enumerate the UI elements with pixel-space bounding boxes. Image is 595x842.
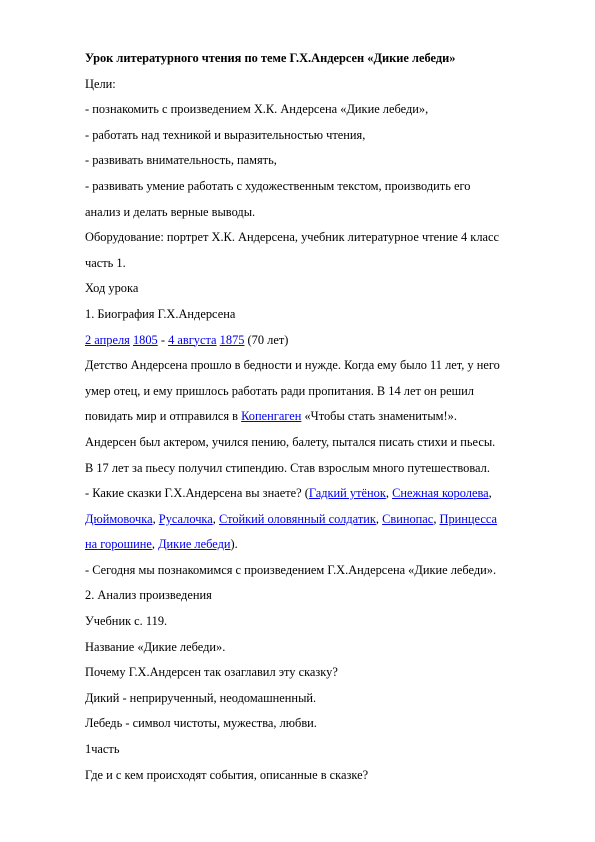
bio-paragraph-line: В 17 лет за пьесу получил стипендию. Став взрослым много путешествовал.: [85, 460, 490, 475]
copenhagen-link[interactable]: Копенгаген: [241, 409, 302, 424]
princess-pea-link-part1[interactable]: Принцесса: [439, 511, 498, 526]
goals-heading: Цели:: [85, 76, 116, 91]
tales-list-line: [85, 532, 555, 558]
bio-paragraph-line: Андерсен был актером, учился пению, балету, пытался писать стихи и пьесы.: [85, 434, 496, 449]
dates-separator: -: [157, 332, 169, 347]
today-line: - Сегодня мы познакомимся с произведением Г.Х.Андерсена «Дикие лебеди».: [85, 562, 497, 577]
bio-paragraph-line: Детство Андерсена прошло в бедности и нужде. Когда ему было 11 лет, у него: [85, 358, 500, 373]
swan-definition: Лебедь - символ чистоты, мужества, любви.: [85, 716, 317, 731]
bio-paragraph-line: умер отец, и ему пришлось работать ради пропитания. В 14 лет он решил: [85, 383, 474, 398]
goal-item: - развивать внимательность, память,: [85, 153, 277, 168]
bio-text: повидать мир и отправился в: [85, 409, 242, 424]
document-title: Урок литературного чтения по теме Г.Х.Андерсен «Дикие лебеди»: [85, 51, 456, 65]
separator: ,: [488, 486, 492, 501]
thumbelina-link[interactable]: Дюймовочка: [85, 511, 153, 526]
equipment-line: Оборудование: портрет Х.К. Андерсена, учебник литературное чтение 4 класс: [85, 230, 500, 245]
textbook-line: Учебник с. 119.: [85, 614, 168, 629]
snow-queen-link[interactable]: Снежная королева: [392, 486, 489, 501]
bio-paragraph-line: [85, 404, 555, 430]
death-year-link[interactable]: 1875: [219, 332, 245, 347]
why-question: Почему Г.Х.Андерсен так озаглавил эту сказку?: [85, 665, 338, 680]
tales-list-line: [85, 507, 555, 533]
wild-swans-link[interactable]: Дикие лебеди: [158, 537, 231, 552]
bio-text: «Чтобы стать знаменитым!».: [301, 409, 457, 424]
little-mermaid-link[interactable]: Русалочка: [158, 511, 213, 526]
swineherd-link[interactable]: Свинопас: [382, 511, 434, 526]
separator: ,: [385, 486, 393, 501]
separator: ).: [230, 537, 238, 552]
ugly-duckling-link[interactable]: Гадкий утёнок: [308, 486, 386, 501]
separator: ,: [151, 537, 159, 552]
tin-soldier-link[interactable]: Стойкий оловянный солдатик: [218, 511, 376, 526]
tales-question-line: [85, 481, 555, 507]
birth-year-link[interactable]: 1805: [132, 332, 158, 347]
death-day-link[interactable]: 4 августа: [168, 332, 217, 347]
goal-item: - развивать умение работать с художественным текстом, производить его: [85, 178, 471, 193]
separator: ,: [212, 511, 219, 526]
section-analysis-heading: 2. Анализ произведения: [85, 588, 212, 603]
part-heading: 1часть: [85, 742, 120, 757]
section-biography-heading: 1. Биография Г.Х.Андерсена: [85, 306, 236, 321]
goal-item: - работать над техникой и выразительностью чтения,: [85, 127, 366, 142]
goal-item-continuation: анализ и делать верные выводы.: [85, 204, 256, 219]
age-text: (70 лет): [244, 332, 289, 347]
equipment-continuation: часть 1.: [85, 255, 126, 270]
separator: ,: [375, 511, 383, 526]
question-text: - Какие сказки Г.Х.Андерсена вы знаете? (: [85, 486, 309, 501]
separator: ,: [152, 511, 159, 526]
where-question: Где и с кем происходят события, описанные в сказке?: [85, 767, 369, 782]
birth-day-link[interactable]: 2 апреля: [85, 332, 130, 347]
wild-definition: Дикий - неприрученный, неодомашненный.: [85, 690, 317, 705]
lesson-heading: Ход урока: [85, 281, 139, 296]
princess-pea-link-part2[interactable]: на горошине: [85, 537, 152, 552]
separator: ,: [433, 511, 440, 526]
goal-item: - познакомить с произведением Х.К. Андерсена «Дикие лебеди»,: [85, 102, 429, 117]
dates-line: [85, 328, 555, 354]
name-line: Название «Дикие лебеди».: [85, 639, 226, 654]
document-content: [85, 46, 555, 788]
